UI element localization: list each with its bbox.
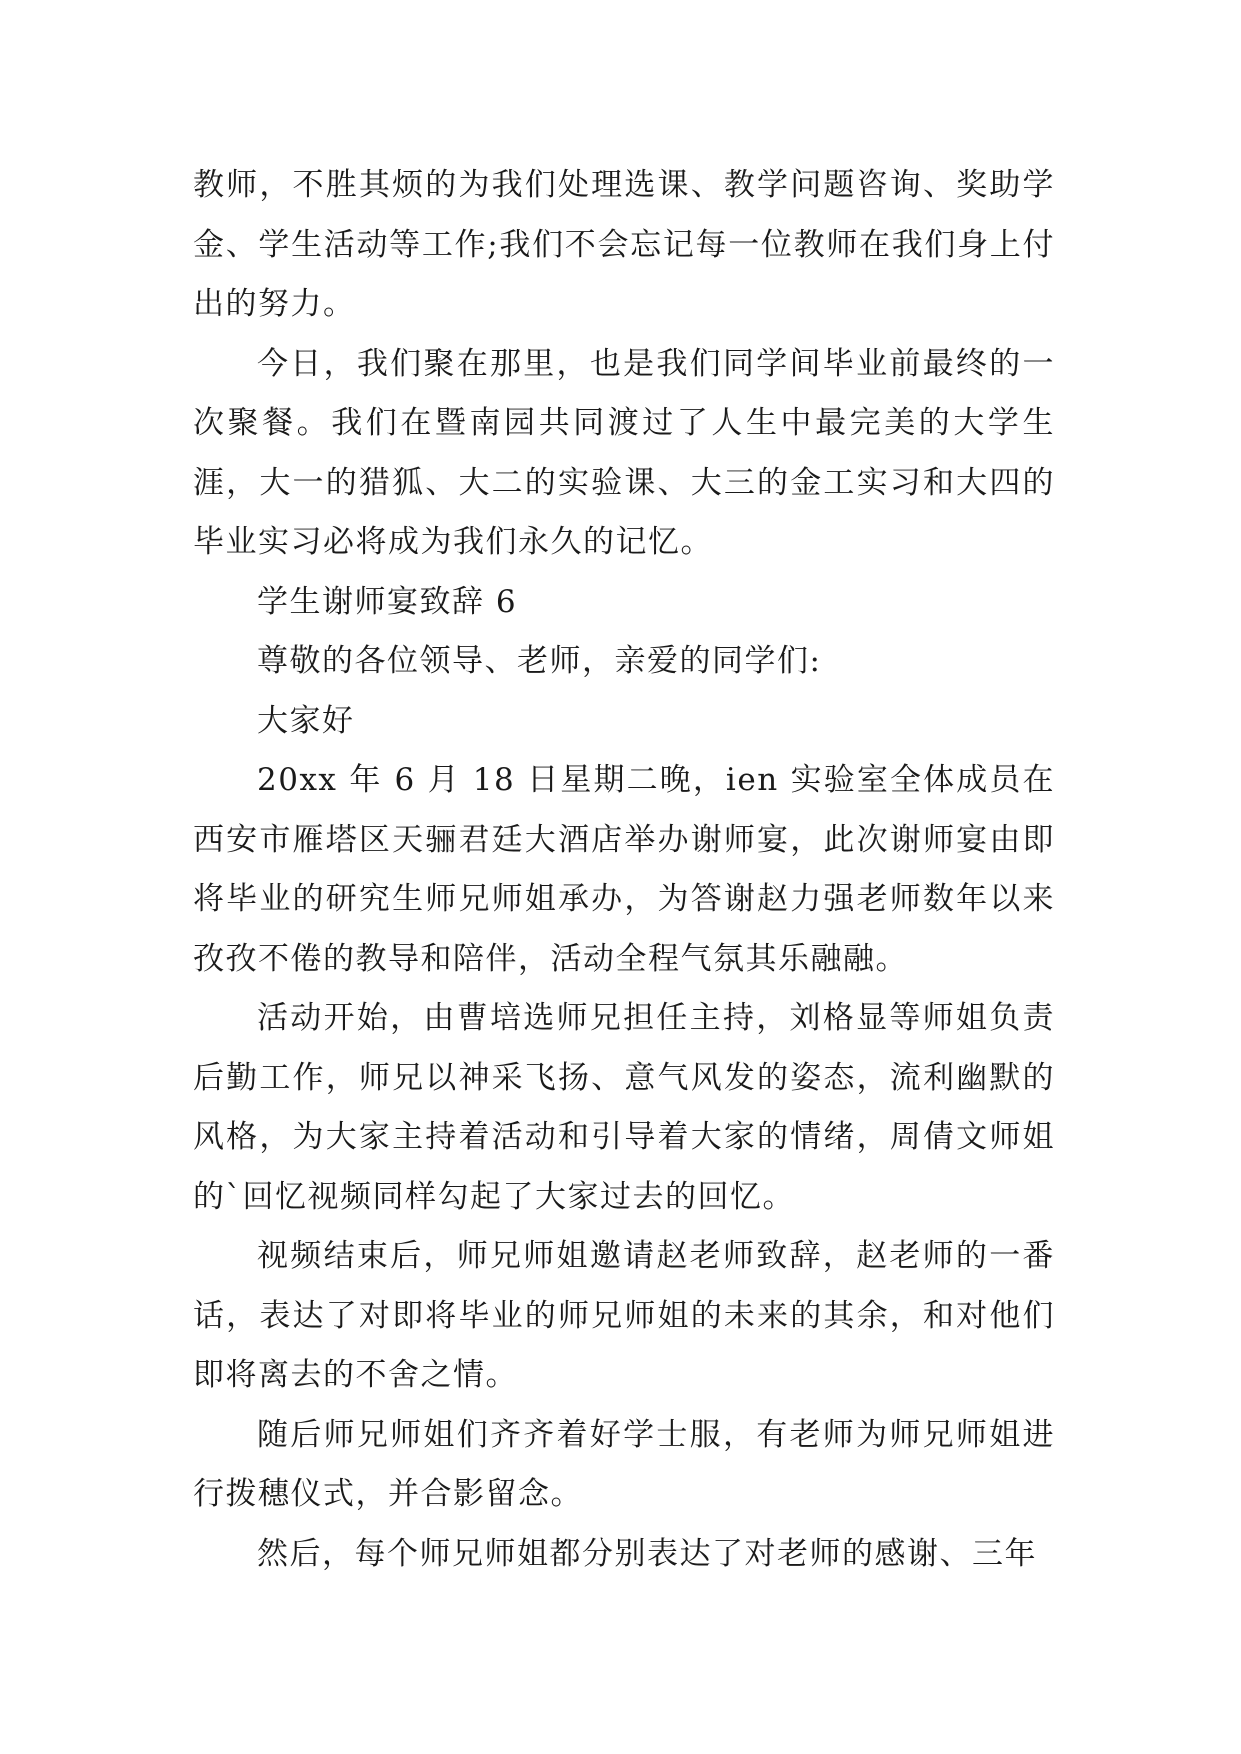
paragraph-continued: 教师，不胜其烦的为我们处理选课、教学问题咨询、奖助学金、学生活动等工作;我们不会忘记每一位教师在我们身上付出的努力。 bbox=[193, 167, 1055, 322]
paragraph: 随后师兄师姐们齐齐着好学士服，有老师为师兄师姐进行拨穗仪式，并合影留念。 bbox=[193, 1416, 1055, 1512]
document-body bbox=[193, 156, 1055, 1584]
paragraph: 视频结束后，师兄师姐邀请赵老师致辞，赵老师的一番话，表达了对即将毕业的师兄师姐的未来的其余，和对他们即将离去的不舍之情。 bbox=[193, 1238, 1055, 1393]
salutation: 尊敬的各位领导、老师，亲爱的同学们: bbox=[257, 643, 822, 679]
greeting: 大家好 bbox=[257, 702, 355, 739]
paragraph: 20xx 年 6 月 18 日星期二晚，ien 实验室全体成员在西安市雁塔区天骊君廷大酒店举办谢师宴，此次谢师宴由即将毕业的研究生师兄师姐承办，为答谢赵力强老师数年以来孜孜不倦的教导和陪伴，活动全程气氛其乐融融。 bbox=[193, 762, 1055, 977]
paragraph: 然后，每个师兄师姐都分别表达了对老师的感谢、三年 bbox=[257, 1535, 1037, 1572]
paragraph: 活动开始，由曹培选师兄担任主持，刘格显等师姐负责后勤工作，师兄以神采飞扬、意气风发的姿态，流利幽默的风格，为大家主持着活动和引导着大家的情绪，周倩文师姐的`回忆视频同样勾起了大家过去的回忆。 bbox=[193, 1000, 1055, 1215]
paragraph: 今日，我们聚在那里，也是我们同学间毕业前最终的一次聚餐。我们在暨南园共同渡过了人生中最完美的大学生涯，大一的猎狐、大二的实验课、大三的金工实习和大四的毕业实习必将成为我们永久的记忆。 bbox=[193, 345, 1055, 560]
section-heading: 学生谢师宴致辞 6 bbox=[257, 583, 518, 620]
